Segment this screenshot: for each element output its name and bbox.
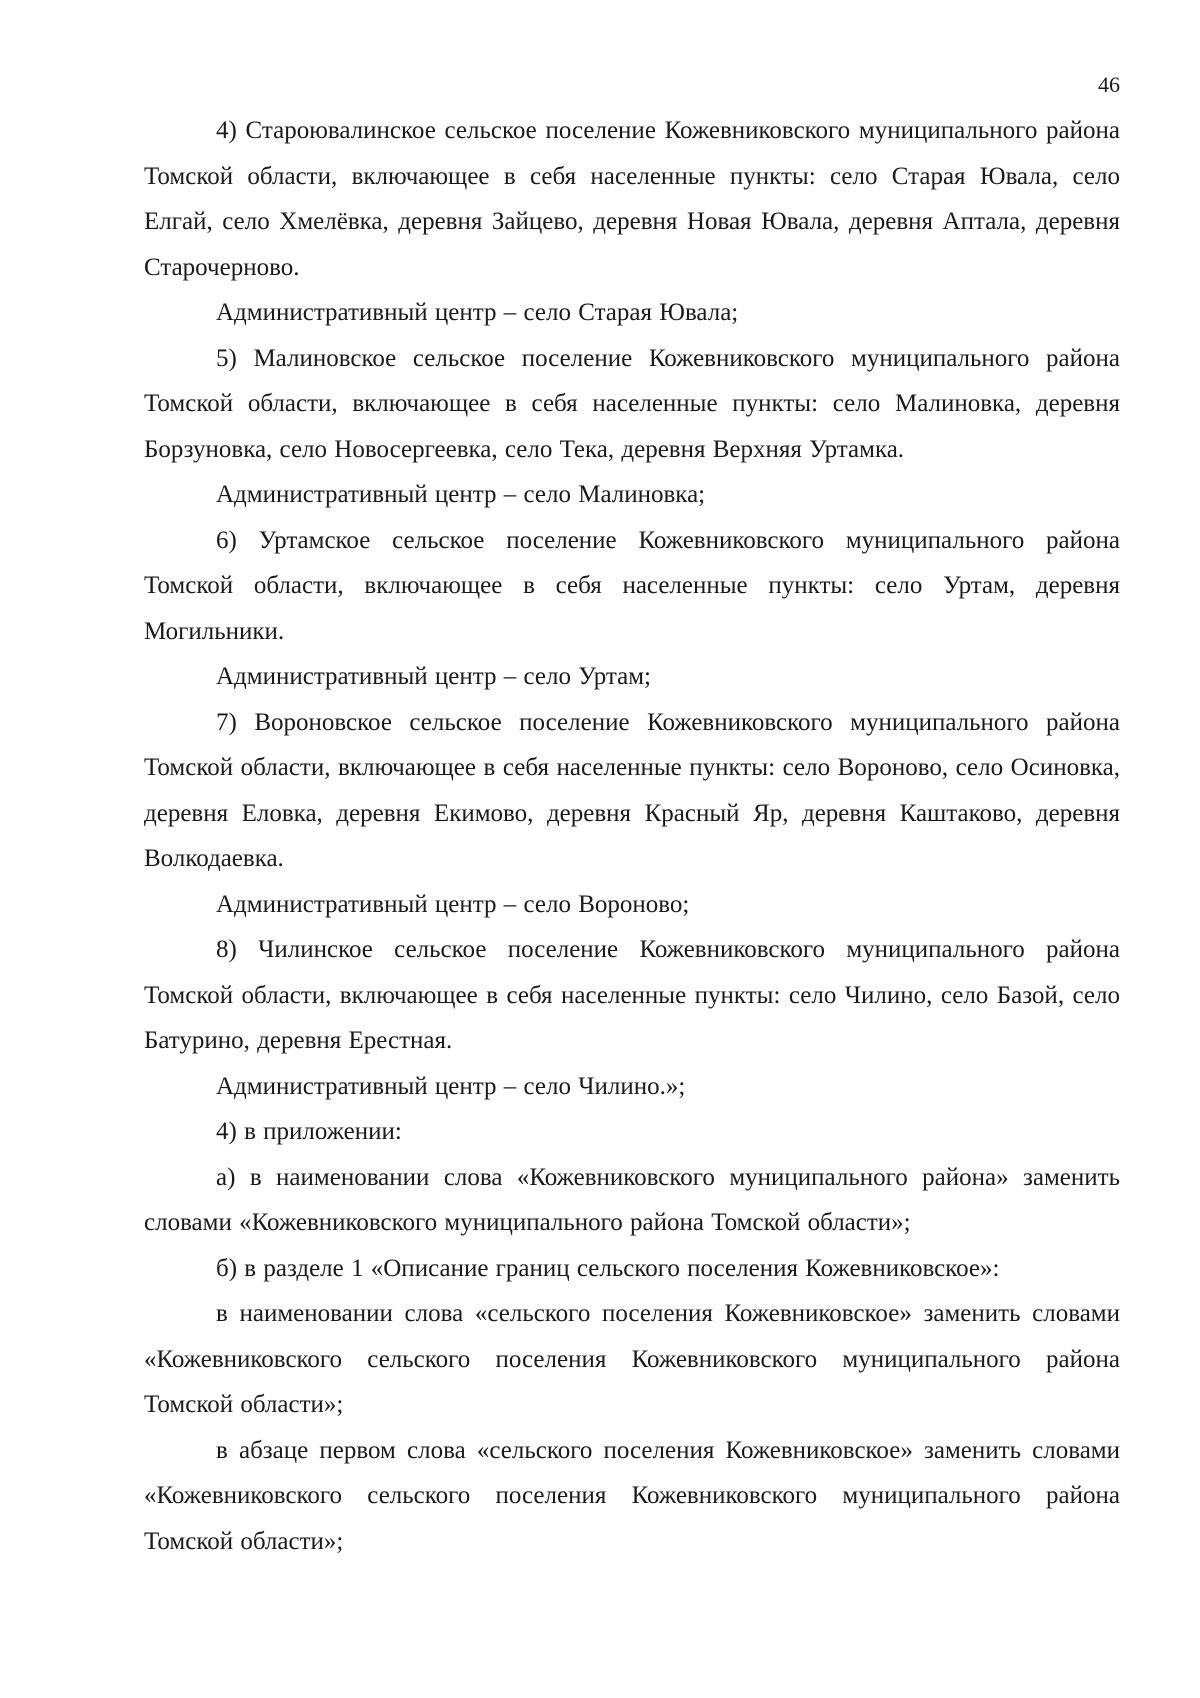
paragraph-settlement-5: 5) Малиновское сельское поселение Кожевниковского муниципального района Томской области, включающее в себя населенные пункты: село Малиновка, деревня Борзуновка, село Новосергеевка, село Тека, деревня Верхняя Уртамка. — [144, 344, 1120, 463]
paragraph-settlement-8: 8) Чилинское сельское поселение Кожевниковского муниципального района Томской области, включающее в себя населенные пункты: село Чилино, село Базой, село Батурино, деревня Ерестная. — [144, 936, 1120, 1054]
paragraph-admin-center-7: Административный центр – село Вороново; — [216, 890, 690, 918]
paragraph-title-replacement: в наименовании слова «сельского поселения Кожевниковское» заменить словами «Кожевниковского сельского поселения Кожевниковского муниципального района Томской области»; — [144, 1300, 1120, 1418]
paragraph-first-paragraph-replacement: в абзаце первом слова «сельского поселения Кожевниковское» заменить словами «Кожевниковского сельского поселения Кожевниковского муниципального района Томской области»; — [144, 1436, 1120, 1555]
paragraph-admin-center-6: Административный центр – село Уртам; — [216, 663, 651, 690]
paragraph-settlement-6: 6) Уртамское сельское поселение Кожевниковского муниципального района Томской области, включающее в себя населенные пункты: село Уртам, деревня Могильники. — [144, 526, 1120, 645]
page-number: 46 — [1098, 72, 1120, 97]
paragraph-subitem-a: а) в наименовании слова «Кожевниковского муниципального района» заменить словами «Кожевниковского муниципального района Томской области»; — [144, 1163, 1120, 1236]
paragraph-settlement-4: 4) Староювалинское сельское поселение Кожевниковского муниципального района Томской области, включающее в себя населенные пункты: село Старая Ювала, село Елгай, село Хмелёвка, деревня Зайцево, деревня Новая Ювала, деревня Аптала, деревня Старочерново. — [144, 117, 1120, 281]
paragraph-settlement-7: 7) Вороновское сельское поселение Кожевниковского муниципального района Томской области, включающее в себя населенные пункты: село Вороново, село Осиновка, деревня Еловка, деревня Екимово, деревня Красный Яр, деревня Каштаково, деревня Волкодаевка. — [144, 708, 1120, 872]
document-body — [144, 108, 1120, 1564]
paragraph-admin-center-4: Административный центр – село Старая Ювала; — [216, 299, 739, 326]
paragraph-admin-center-8: Административный центр – село Чилино.»; — [216, 1072, 686, 1100]
paragraph-admin-center-5: Административный центр – село Малиновка; — [216, 481, 706, 508]
paragraph-subitem-b: б) в разделе 1 «Описание границ сельского поселения Кожевниковское»: — [216, 1254, 1000, 1282]
paragraph-appendix-item: 4) в приложении: — [216, 1118, 402, 1145]
